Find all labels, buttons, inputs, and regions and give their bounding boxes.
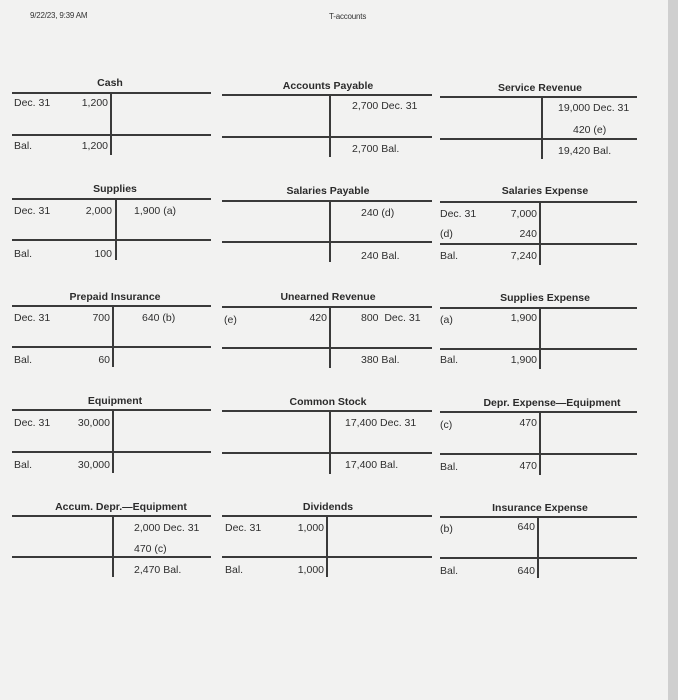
t-top-line [222, 94, 432, 96]
t-balance-line [12, 451, 211, 453]
debit-date: Dec. 31 [14, 312, 51, 324]
account-title: Cash [97, 77, 123, 89]
balance-label: Bal. [225, 564, 244, 576]
t-divider [539, 201, 541, 265]
balance-label: Bal. [440, 354, 459, 366]
balance-amount: 100 [94, 248, 112, 260]
t-divider [541, 96, 543, 159]
account-title: Unearned Revenue [280, 291, 376, 303]
debit-amount: 1,000 [297, 522, 324, 534]
credit-entry: 2,000 Dec. 31 [134, 522, 200, 534]
balance-amount: 1,200 [81, 140, 108, 152]
credit-balance: 17,400 Bal. [345, 459, 399, 471]
t-balance-line [222, 347, 432, 349]
t-top-line [12, 198, 211, 200]
balance-label: Bal. [440, 565, 459, 577]
t-balance-line [12, 556, 211, 558]
t-divider [112, 409, 114, 473]
account-title: Dividends [302, 501, 354, 513]
credit-balance: 19,420 Bal. [558, 145, 612, 157]
t-divider [115, 198, 117, 260]
account-title: Salaries Expense [501, 185, 589, 197]
balance-label: Bal. [14, 459, 33, 471]
credit-balance: 2,470 Bal. [134, 564, 182, 576]
t-divider [539, 411, 541, 475]
t-balance-line [12, 239, 211, 241]
debit-amount: 1,900 [510, 312, 537, 324]
balance-amount: 7,240 [510, 250, 537, 262]
t-balance-line [222, 241, 432, 243]
account-title: Accounts Payable [282, 80, 374, 92]
t-divider [112, 305, 114, 367]
balance-amount: 640 [517, 565, 535, 577]
balance-amount: 30,000 [77, 459, 110, 471]
t-divider [329, 94, 331, 157]
account-title: Insurance Expense [492, 502, 588, 514]
account-title: Common Stock [289, 396, 367, 408]
t-divider [110, 92, 112, 155]
debit-amount: 240 [519, 228, 537, 240]
account-title: Supplies [93, 183, 137, 195]
page-edge-shadow [668, 0, 678, 700]
balance-label: Bal. [14, 354, 33, 366]
debit-ref: (b) [440, 523, 453, 535]
debit-amount: 7,000 [510, 208, 537, 220]
t-top-line [222, 306, 432, 308]
credit-balance: 240 Bal. [361, 250, 400, 262]
balance-label: Bal. [14, 140, 33, 152]
debit-amount: 2,000 [85, 205, 112, 217]
t-divider [326, 515, 328, 577]
debit-ref: (e) [224, 314, 237, 326]
balance-label: Bal. [14, 248, 33, 260]
debit-date: Dec. 31 [14, 205, 51, 217]
debit-ref: (d) [440, 228, 453, 240]
account-title: Supplies Expense [500, 292, 590, 304]
balance-amount: 470 [519, 460, 537, 472]
credit-entry: 17,400 Dec. 31 [345, 417, 417, 429]
debit-date: Dec. 31 [14, 417, 51, 429]
t-balance-line [12, 346, 211, 348]
balance-label: Bal. [440, 461, 459, 473]
credit-entry: 420 (e) [573, 124, 607, 136]
t-divider [329, 306, 331, 368]
t-balance-line [440, 557, 637, 559]
credit-entry: 640 (b) [142, 312, 176, 324]
debit-amount: 640 [517, 521, 535, 533]
balance-amount: 1,900 [510, 354, 537, 366]
t-top-line [222, 410, 432, 412]
t-balance-line [222, 452, 432, 454]
t-balance-line [440, 453, 637, 455]
account-title: Service Revenue [497, 82, 583, 94]
credit-entry: 800 Dec. 31 [361, 312, 421, 324]
credit-balance: 380 Bal. [361, 354, 400, 366]
debit-amount: 30,000 [77, 417, 110, 429]
t-balance-line [222, 556, 432, 558]
credit-entry: 1,900 (a) [134, 205, 177, 217]
t-top-line [440, 96, 637, 98]
t-balance-line [12, 134, 211, 136]
t-balance-line [440, 138, 637, 140]
credit-balance: 2,700 Bal. [352, 143, 400, 155]
account-title: Depr. Expense—Equipment [483, 397, 621, 409]
debit-amount: 1,200 [81, 97, 108, 109]
t-divider [539, 307, 541, 369]
balance-label: Bal. [440, 250, 459, 262]
print-timestamp: 9/22/23, 9:39 AM [30, 11, 88, 20]
credit-entry: 470 (c) [134, 543, 167, 555]
balance-amount: 1,000 [297, 564, 324, 576]
t-divider [537, 516, 539, 578]
account-title: Salaries Payable [286, 185, 370, 197]
credit-entry: 19,000 Dec. 31 [558, 102, 630, 114]
debit-amount: 470 [519, 417, 537, 429]
debit-date: Dec. 31 [14, 97, 51, 109]
t-divider [329, 410, 331, 474]
debit-amount: 420 [309, 312, 327, 324]
t-balance-line [440, 348, 637, 350]
account-title: Accum. Depr.—Equipment [55, 501, 187, 513]
t-balance-line [222, 136, 432, 138]
account-title: Prepaid Insurance [69, 291, 161, 303]
t-balance-line [440, 243, 637, 245]
credit-entry: 2,700 Dec. 31 [352, 100, 418, 112]
debit-ref: (c) [440, 419, 453, 431]
t-divider [112, 515, 114, 577]
account-title: Equipment [87, 395, 143, 407]
balance-amount: 60 [98, 354, 110, 366]
debit-date: Dec. 31 [225, 522, 262, 534]
credit-entry: 240 (d) [361, 207, 395, 219]
t-divider [329, 200, 331, 262]
t-top-line [222, 200, 432, 202]
debit-amount: 700 [92, 312, 110, 324]
debit-date: Dec. 31 [440, 208, 477, 220]
debit-ref: (a) [440, 314, 453, 326]
page-header-title: T-accounts [329, 12, 367, 21]
